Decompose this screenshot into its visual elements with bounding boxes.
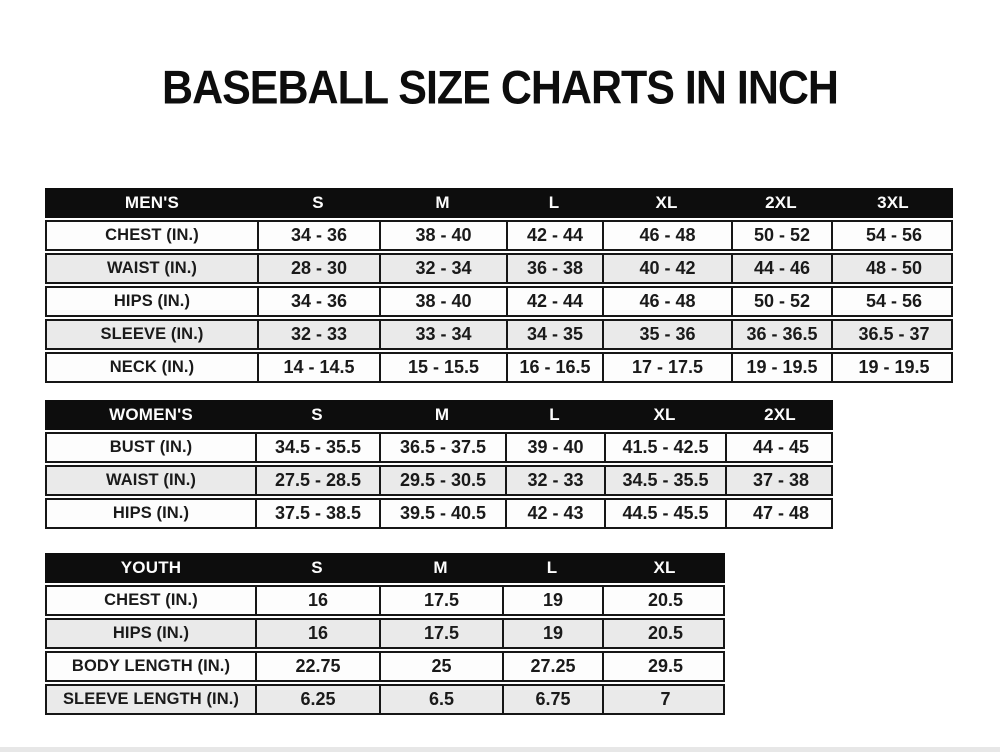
size-value: 29.5 - 30.5 (379, 467, 505, 494)
size-value: 22.75 (255, 653, 379, 680)
measurement-label: CHEST (IN.) (105, 226, 199, 244)
measurement-label: BODY LENGTH (IN.) (71, 657, 231, 675)
mens-table-row (45, 319, 953, 350)
size-value: 19 - 19.5 (831, 354, 955, 381)
size-column-header: S (312, 193, 324, 212)
size-value: 47 - 48 (725, 500, 835, 527)
size-value: 33 - 34 (379, 321, 506, 348)
size-value: 41.5 - 42.5 (604, 434, 725, 461)
size-column-header: S (311, 558, 323, 577)
measurement-label: BUST (IN.) (109, 438, 193, 456)
measurement-label: HIPS (IN.) (113, 292, 191, 310)
size-value: 38 - 40 (379, 288, 506, 315)
size-column-header: XL (653, 558, 676, 577)
size-value: 7 (602, 686, 727, 713)
size-value: 36 - 36.5 (731, 321, 831, 348)
size-value: 28 - 30 (257, 255, 379, 282)
size-value: 6.25 (255, 686, 379, 713)
size-value: 54 - 56 (831, 288, 955, 315)
measurement-label: HIPS (IN.) (112, 504, 190, 522)
mens-table-row (45, 286, 953, 317)
size-value: 37 - 38 (725, 467, 835, 494)
size-value: 16 - 16.5 (506, 354, 602, 381)
size-column-header: M (434, 405, 450, 424)
size-value: 44.5 - 45.5 (604, 500, 725, 527)
size-value: 32 - 33 (257, 321, 379, 348)
womens-table-row (45, 465, 833, 496)
mens-header-row (45, 188, 953, 218)
page-title: BASEBALL SIZE CHARTS IN INCH (162, 61, 838, 115)
size-value: 44 - 45 (725, 434, 835, 461)
youth-table-row (45, 585, 725, 616)
measurement-label: SLEEVE LENGTH (IN.) (62, 690, 240, 708)
size-value: 48 - 50 (831, 255, 955, 282)
size-value: 27.5 - 28.5 (255, 467, 379, 494)
size-value: 44 - 46 (731, 255, 831, 282)
measurement-label: NECK (IN.) (109, 358, 195, 376)
size-value: 20.5 (602, 587, 727, 614)
size-value: 36.5 - 37 (831, 321, 955, 348)
size-value: 42 - 43 (505, 500, 604, 527)
size-value: 46 - 48 (602, 288, 731, 315)
size-value: 50 - 52 (731, 288, 831, 315)
size-column-header: M (435, 193, 450, 212)
size-column-header: 2XL (765, 193, 797, 212)
size-value: 36 - 38 (506, 255, 602, 282)
mens-size-table (45, 188, 953, 385)
youth-header-row (45, 553, 725, 583)
measurement-label: HIPS (IN.) (112, 624, 190, 642)
womens-table-row (45, 498, 833, 529)
measurement-label: CHEST (IN.) (104, 591, 198, 609)
size-value: 37.5 - 38.5 (255, 500, 379, 527)
size-value: 16 (255, 587, 379, 614)
size-column-header: 2XL (764, 405, 796, 424)
size-value: 36.5 - 37.5 (379, 434, 505, 461)
mens-header-label: MEN'S (124, 193, 180, 212)
size-value: 35 - 36 (602, 321, 731, 348)
size-value: 32 - 33 (505, 467, 604, 494)
womens-header-row (45, 400, 833, 430)
size-value: 17.5 (379, 587, 502, 614)
size-column-header: S (311, 405, 323, 424)
size-column-header: XL (655, 193, 678, 212)
size-value: 19 - 19.5 (731, 354, 831, 381)
size-value: 42 - 44 (506, 222, 602, 249)
size-value: 40 - 42 (602, 255, 731, 282)
size-column-header: M (433, 558, 448, 577)
size-value: 34 - 36 (257, 222, 379, 249)
size-value: 17.5 (379, 620, 502, 647)
mens-table-row (45, 352, 953, 383)
size-value: 38 - 40 (379, 222, 506, 249)
youth-size-table (45, 553, 725, 717)
size-value: 16 (255, 620, 379, 647)
size-value: 39 - 40 (505, 434, 604, 461)
size-column-header: L (546, 558, 558, 577)
size-value: 34 - 36 (257, 288, 379, 315)
womens-table-row (45, 432, 833, 463)
youth-header-label: YOUTH (120, 558, 182, 577)
womens-size-table (45, 400, 833, 531)
size-column-header: XL (653, 405, 676, 424)
mens-table-row (45, 253, 953, 284)
size-value: 34.5 - 35.5 (604, 467, 725, 494)
size-value: 17 - 17.5 (602, 354, 731, 381)
size-value: 29.5 (602, 653, 727, 680)
measurement-label: SLEEVE (IN.) (100, 325, 204, 343)
size-value: 42 - 44 (506, 288, 602, 315)
size-value: 6.75 (502, 686, 602, 713)
size-column-header: L (549, 405, 560, 424)
size-value: 46 - 48 (602, 222, 731, 249)
page-bottom-edge (0, 747, 1000, 752)
size-value: 39.5 - 40.5 (379, 500, 505, 527)
measurement-label: WAIST (IN.) (105, 471, 196, 489)
size-value: 32 - 34 (379, 255, 506, 282)
size-value: 34 - 35 (506, 321, 602, 348)
womens-header-label: WOMEN'S (109, 405, 193, 424)
size-value: 19 (502, 620, 602, 647)
youth-table-row (45, 618, 725, 649)
size-value: 25 (379, 653, 502, 680)
size-value: 14 - 14.5 (257, 354, 379, 381)
youth-table-row (45, 684, 725, 715)
mens-table-row (45, 220, 953, 251)
size-value: 54 - 56 (831, 222, 955, 249)
size-value: 6.5 (379, 686, 502, 713)
size-value: 15 - 15.5 (379, 354, 506, 381)
youth-table-row (45, 651, 725, 682)
size-value: 27.25 (502, 653, 602, 680)
size-value: 20.5 (602, 620, 727, 647)
size-value: 50 - 52 (731, 222, 831, 249)
size-value: 34.5 - 35.5 (255, 434, 379, 461)
size-value: 19 (502, 587, 602, 614)
size-column-header: 3XL (877, 193, 909, 212)
measurement-label: WAIST (IN.) (106, 259, 197, 277)
size-column-header: L (548, 193, 560, 212)
